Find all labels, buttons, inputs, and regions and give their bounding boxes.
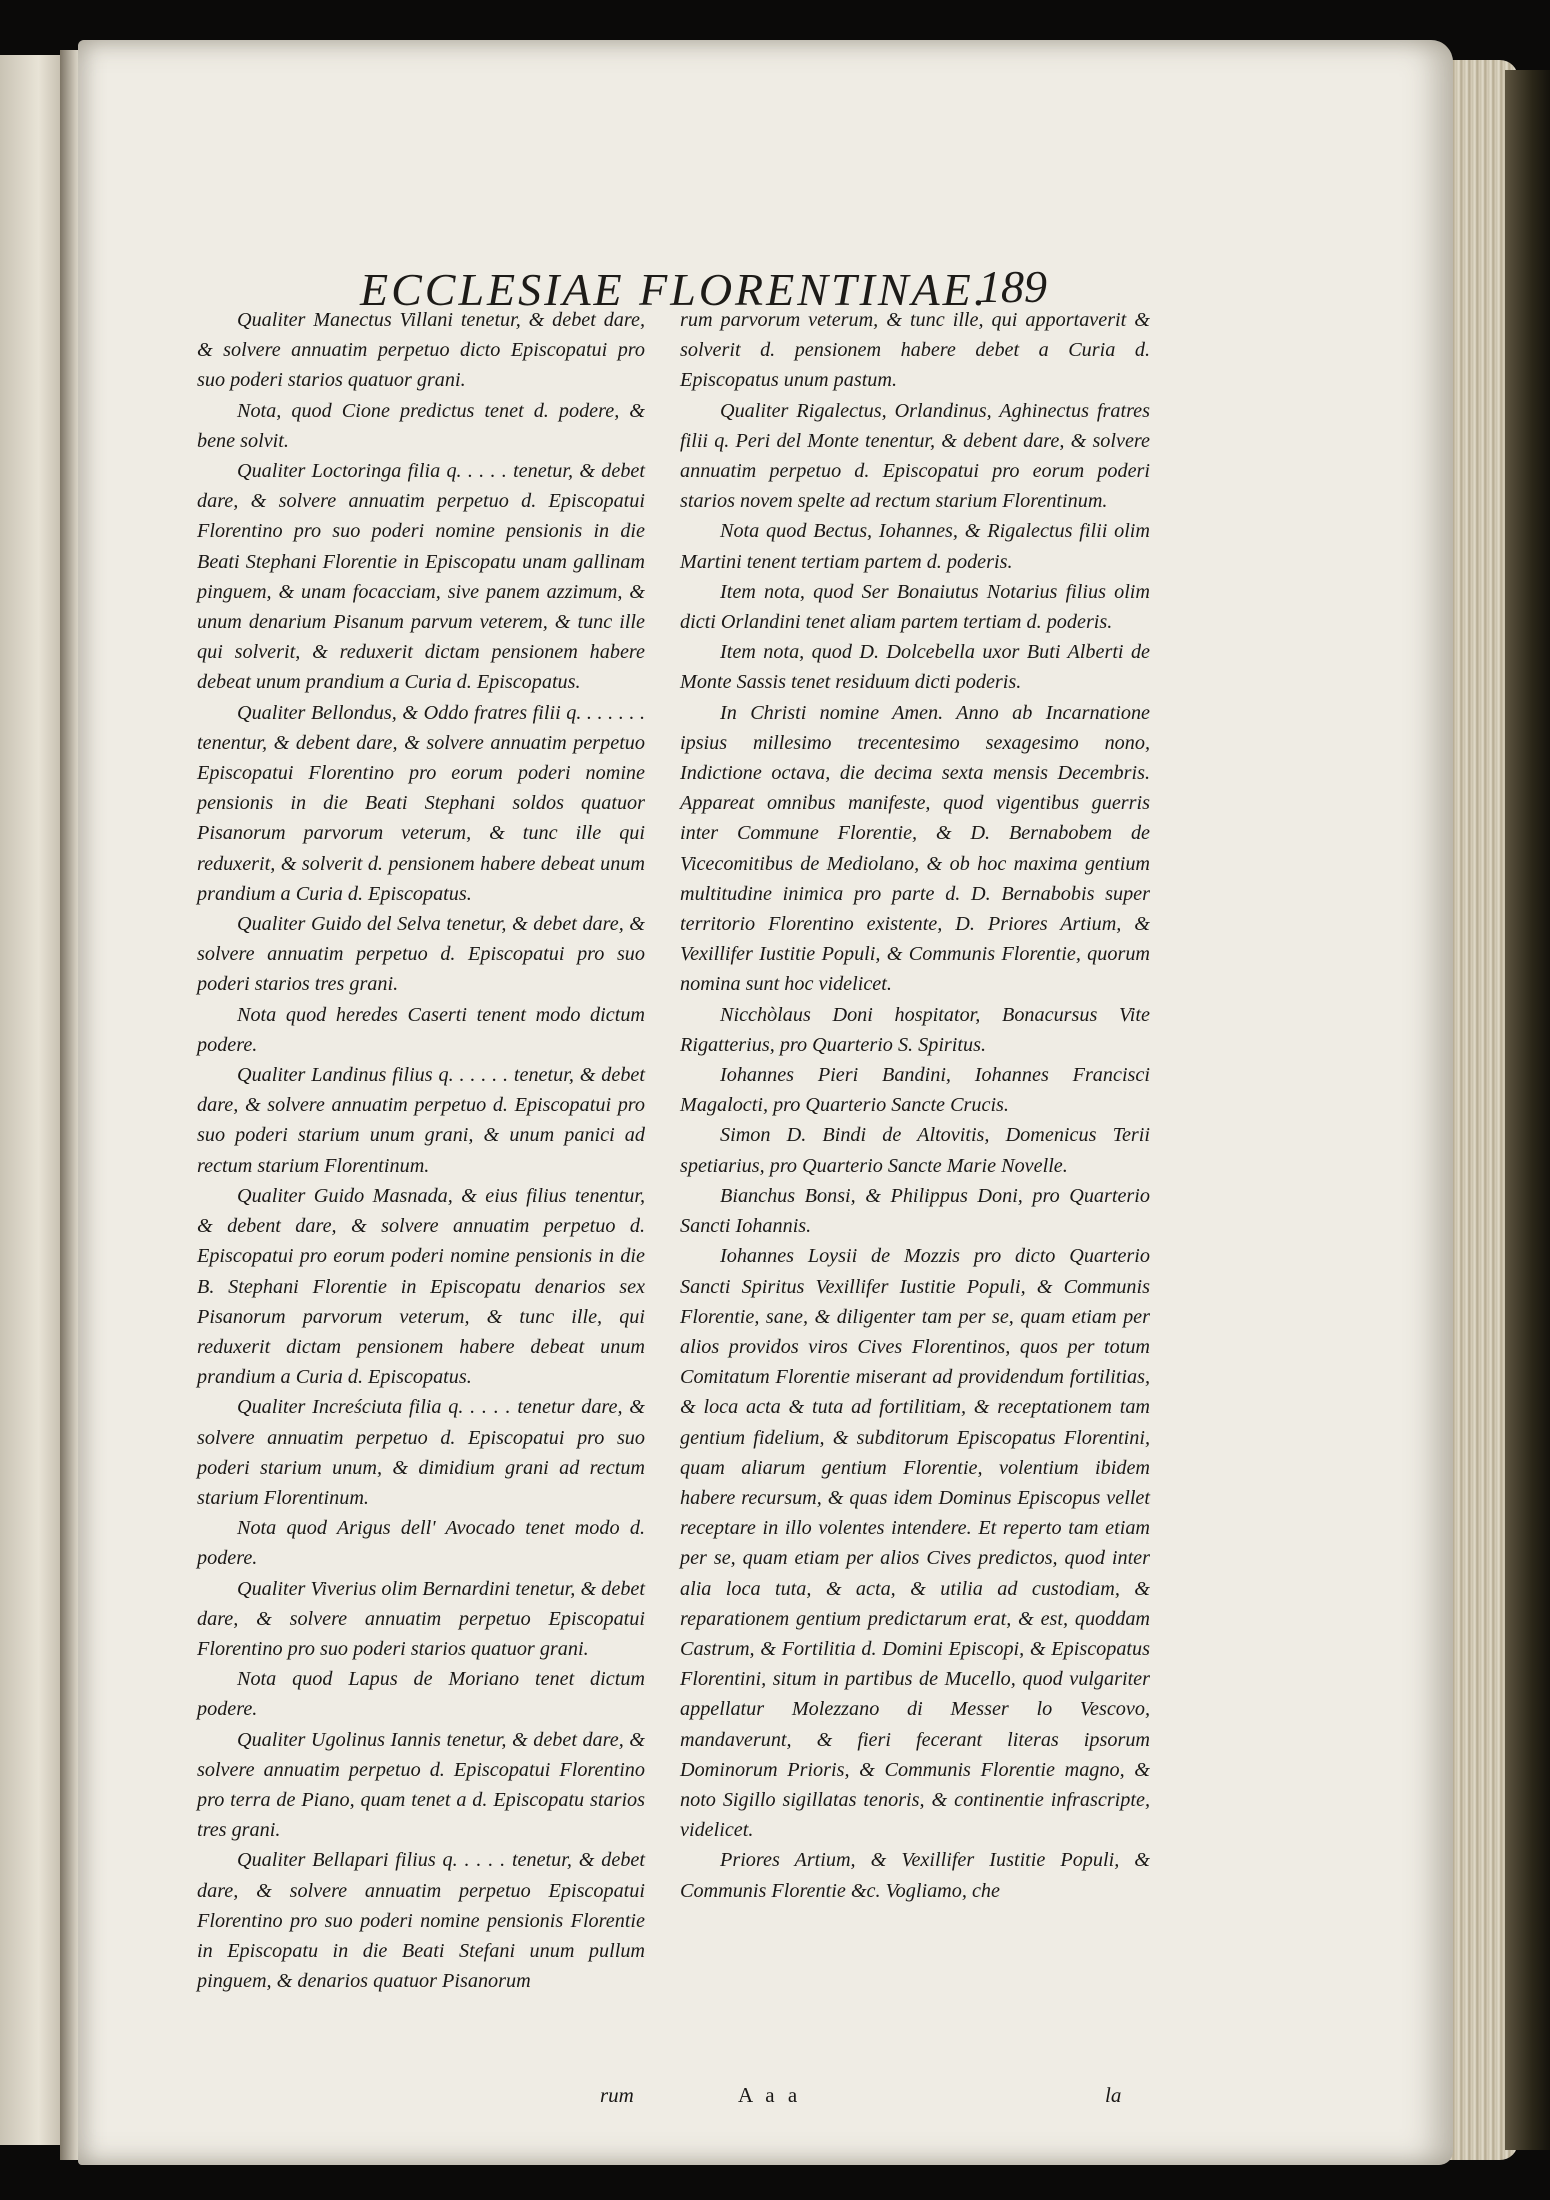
catchword-left: rum <box>600 2083 634 2107</box>
paragraph: In Christi nomine Amen. Anno ab Incarnatione ipsius millesimo trecentesimo sexagesimo nono, Indictione octava, die decima sexta mensis Decembris. Appareat omnibus manifeste, quod vigentibus guerris inter Commune Florentie, & D. Bernabobem de Vicecomitibus de Mediolano, & ob hoc maxima gentium multitudine inimica pro parte d. D. Bernabobis super territorio Florentino existente, D. Priores Artium, & Vexillifer Iustitie Populi, & Communis Florentie, quorum nomina sunt hoc videlicet. <box>680 701 1150 996</box>
paragraph: Nota quod heredes Caserti tenent modo dictum podere. <box>197 1003 645 1056</box>
page-number: 189 <box>978 261 1047 312</box>
paragraph: Qualiter Bellondus, & Oddo fratres filii q. . . . . . . tenentur, & debent dare, & solvere annuatim perpetuo Episcopatui Florentino pro eorum poderi nomine pensionis in die Beati Stephani soldos quatuor Pisanorum parvorum veterum, & tunc ille qui reduxerit, & solverit d. pensionem habere debeat unum prandium a Curia d. Episcopatus. <box>197 701 645 905</box>
catchword-right: la <box>1105 2083 1122 2107</box>
paragraph: Item nota, quod D. Dolcebella uxor Buti Alberti de Monte Sassis tenet residuum dicti poderis. <box>680 641 1150 694</box>
paragraph: Nota quod Lapus de Moriano tenet dictum podere. <box>197 1668 645 1721</box>
paragraph: Qualiter Increściuta filia q. . . . . tenetur dare, & solvere annuatim perpetuo d. Episcopatui pro suo poderi starium unum, & dimidium grani ad rectum starium Florentinum. <box>197 1396 645 1509</box>
paragraph: Priores Artium, & Vexillifer Iustitie Populi, & Communis Florentie &c. Vogliamo, che <box>680 1849 1150 1902</box>
paragraph: rum parvorum veterum, & tunc ille, qui apportaverit & solverit d. pensionem habere debet a Curia d. Episcopatus unum pastum. <box>680 309 1150 392</box>
paragraph: Nota, quod Cione predictus tenet d. podere, & bene solvit. <box>197 399 645 452</box>
paragraph: Qualiter Guido Masnada, & eius filius tenentur, & debent dare, & solvere annuatim perpetuo d. Episcopatui pro eorum poderi nomine pensionis in die B. Stephani Florentie in Episcopatu denarios sex Pisanorum parvorum veterum, & tunc ille, qui reduxerit dictam pensionem habere debeat unum prandium a Curia d. Episcopatus. <box>197 1184 645 1389</box>
paragraph: Qualiter Ugolinus Iannis tenetur, & debet dare, & solvere annuatim perpetuo d. Episcopatui Florentino pro terra de Piano, quam tenet a d. Episcopatu starios tres grani. <box>197 1728 645 1842</box>
page-title: ECCLESIAE FLORENTINAE. <box>360 264 989 315</box>
paragraph: Qualiter Viverius olim Bernardini tenetur, & debet dare, & solvere annuatim perpetuo Episcopatui Florentino pro suo poderi starios quatuor grani. <box>197 1577 645 1660</box>
text-column-right <box>680 305 1150 1906</box>
paragraph: Qualiter Rigalectus, Orlandinus, Aghinectus fratres filii q. Peri del Monte tenentur, & debent dare, & solvere annuatim perpetuo d. Episcopatui pro eorum poderi starios novem spelte ad rectum starium Florentinum. <box>680 399 1150 513</box>
signature-mark: A a a <box>738 2083 802 2107</box>
paragraph: Simon D. Bindi de Altovitis, Domenicus Terii spetiarius, pro Quarterio Sancte Marie Novelle. <box>680 1124 1150 1177</box>
paragraph: Qualiter Bellapari filius q. . . . . tenetur, & debet dare, & solvere annuatim perpetuo Episcopatui Florentino pro suo poderi nomine pensionis Florentie in Episcopatu in die Beati Stefani unum pullum pinguem, & denarios quatuor Pisanorum <box>197 1849 645 1993</box>
paragraph: Nicchòlaus Doni hospitator, Bonacursus Vite Rigatterius, pro Quarterio S. Spiritus. <box>680 1003 1150 1056</box>
paragraph: Nota quod Arigus dell' Avocado tenet modo d. podere. <box>197 1517 645 1570</box>
paragraph: Item nota, quod Ser Bonaiutus Notarius filius olim dicti Orlandini tenet aliam partem tertiam d. poderis. <box>680 580 1150 634</box>
paragraph: Qualiter Guido del Selva tenetur, & debet dare, & solvere annuatim perpetuo d. Episcopatui pro suo poderi starios tres grani. <box>197 913 645 996</box>
book-binding <box>1505 70 1550 2150</box>
paragraph: Iohannes Pieri Bandini, Iohannes Francisci Magalocti, pro Quarterio Sancte Crucis. <box>680 1064 1150 1117</box>
paragraph: Qualiter Loctoringa filia q. . . . . tenetur, & debet dare, & solvere annuatim perpetuo d. Episcopatui Florentino pro suo poderi nomine pensionis in die Beati Stephani Florentie in Episcopatu unam gallinam pinguem, & unam focacciam, sive panem azzimum, & unum denarium Pisanum parvum veterem, & tunc ille qui solverit, & reduxerit dictam pensionem habere debeat unum prandium a Curia d. Episcopatus. <box>197 460 645 694</box>
paragraph: Qualiter Landinus filius q. . . . . . tenetur, & debet dare, & solvere annuatim perpetuo d. Episcopatui pro suo poderi starium unum grani, & unum panici ad rectum starium Florentinum. <box>197 1064 645 1177</box>
paragraph: Bianchus Bonsi, & Philippus Doni, pro Quarterio Sancti Iohannis. <box>680 1184 1150 1238</box>
paragraph: Nota quod Bectus, Iohannes, & Rigalectus filii olim Martini tenent tertiam partem d. poderis. <box>680 520 1150 573</box>
paragraph: Qualiter Manectus Villani tenetur, & debet dare, & solvere annuatim perpetuo dicto Episcopatui pro suo poderi starios quatuor grani. <box>197 309 645 392</box>
paragraph: Iohannes Loysii de Mozzis pro dicto Quarterio Sancti Spiritus Vexillifer Iustitie Populi, & Communis Florentie, sane, & diligenter tam per se, quam etiam per alios providos viros Cives Florentinos, quos per totum Comitatum Florentie miserant ad providendum fortilitias, & loca acta & tuta ad fortilitiam, & receptationem tam gentium fidelium, & subditorum Episcopatus Florentini, quam aliarum gentium Florentie, volentium ibidem habere recursum, & quas idem Dominus Episcopus vellet receptare in illo volentes intendere. Et reperto tam etiam per se, quam etiam per alios Cives predictos, quod inter alia loca tuta, & acta, & utilia ad custodiam, & reparationem gentium predictarum erat, & est, quoddam Castrum, & Fortilitia d. Domini Episcopi, & Episcopatus Florentini, situm in partibus de Mucello, quod vulgariter appellatur Molezzano di Messer lo Vescovo, mandaverunt, & fieri fecerant literas ipsorum Dominorum Prioris, & Communis Florentie magno, & noto Sigillo sigillatas tenoris, & continentie infrascripte, videlicet. <box>680 1245 1150 1842</box>
text-column-left <box>197 305 645 1996</box>
